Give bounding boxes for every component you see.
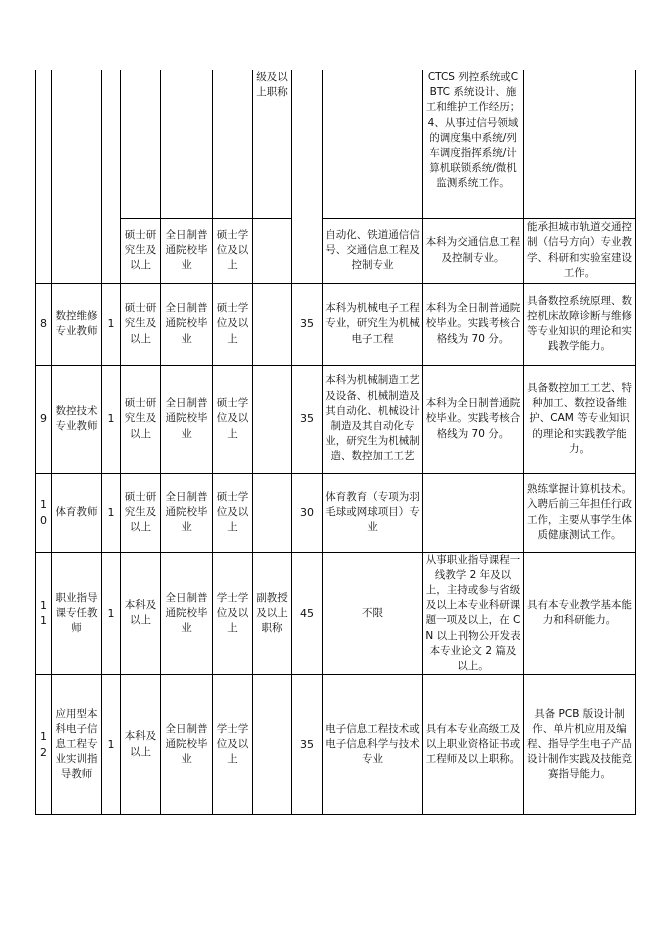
table-row — [36, 365, 636, 473]
cell-position: 应用型本科电子信息工程专业实训指导教师 — [52, 675, 102, 815]
cell-other: 本科为全日制普通院校毕业。实践考核合格线为 70 分。 — [423, 365, 524, 473]
cell-title — [253, 675, 292, 815]
cell-study-form — [161, 70, 213, 218]
cell-count: 1 — [102, 365, 121, 473]
table-row-continuation — [36, 70, 636, 218]
cell-degree: 硕士学位及以上 — [213, 365, 253, 473]
cell-education: 硕士研究生及以上 — [121, 283, 161, 365]
cell-no: 8 — [36, 283, 52, 365]
cell-study-form: 全日制普通院校毕业 — [161, 365, 213, 473]
cell-no: 9 — [36, 365, 52, 473]
table-row — [36, 675, 636, 815]
cell-degree: 硕士学位及以上 — [213, 283, 253, 365]
cell-degree: 学士学位及以上 — [213, 675, 253, 815]
cell-other: 从事职业指导课程一线教学 2 年及以上，主持或参与省级及以上本专业科研课题一项及以上，在 CN 以上刊物公开发表本专业论文 2 篇及以上。 — [423, 552, 524, 675]
cell-study-form: 全日制普通院校毕业 — [161, 473, 213, 552]
cell-title — [253, 473, 292, 552]
cell-major: 体育教育（专项为羽毛球或网球项目）专业 — [323, 473, 423, 552]
cell-age: 35 — [292, 365, 323, 473]
cell-title: 副教授及以上职称 — [253, 552, 292, 675]
cell-title — [253, 283, 292, 365]
cell-degree: 学士学位及以上 — [213, 552, 253, 675]
cell-position — [52, 70, 102, 283]
cell-no: 10 — [36, 473, 52, 552]
cell-degree: 硕士学位及以上 — [213, 473, 253, 552]
cell-ability: 具备数控加工工艺、特种加工、数控设备维护、CAM 等专业知识的理论和实践教学能力。 — [524, 365, 636, 473]
cell-other — [423, 473, 524, 552]
cell-title — [253, 365, 292, 473]
cell-ability: 具有本专业教学基本能力和科研能力。 — [524, 552, 636, 675]
cell-major: 不限 — [323, 552, 423, 675]
cell-major: 本科为机械电子工程专业，研究生为机械电子工程 — [323, 283, 423, 365]
cell-degree: 硕士学位及以上 — [213, 218, 253, 283]
table-row — [36, 552, 636, 675]
cell-education: 硕士研究生及以上 — [121, 218, 161, 283]
cell-education: 本科及以上 — [121, 675, 161, 815]
recruitment-table — [35, 70, 636, 815]
cell-other: 本科为全日制普通院校毕业。实践考核合格线为 70 分。 — [423, 283, 524, 365]
cell-age — [292, 70, 323, 283]
cell-no: 12 — [36, 675, 52, 815]
cell-education: 硕士研究生及以上 — [121, 473, 161, 552]
cell-major — [323, 70, 423, 218]
cell-count: 1 — [102, 552, 121, 675]
cell-other: 具有本专业高级工及以上职业资格证书或工程师及以上职称。 — [423, 675, 524, 815]
cell-age: 35 — [292, 283, 323, 365]
cell-ability: 能承担城市轨道交通控制（信号方向）专业教学、科研和实验室建设工作。 — [524, 218, 636, 283]
cell-education — [121, 70, 161, 218]
cell-no — [36, 70, 52, 283]
cell-count: 1 — [102, 473, 121, 552]
cell-education: 硕士研究生及以上 — [121, 365, 161, 473]
cell-count: 1 — [102, 283, 121, 365]
cell-ability: 具备数控系统原理、数控机床故障诊断与维修等专业知识的理论和实践教学能力。 — [524, 283, 636, 365]
cell-age: 35 — [292, 675, 323, 815]
cell-education: 本科及以上 — [121, 552, 161, 675]
cell-other: CTCS 列控系统或CBTC 系统设计、施工和维护工作经历；4、从事过信号领域的调度集中系统/列车调度指挥系统/计算机联锁系统/微机监测系统工作。 — [423, 70, 524, 218]
cell-count — [102, 70, 121, 283]
cell-title: 级及以上职称 — [253, 70, 292, 218]
cell-position: 数控维修专业教师 — [52, 283, 102, 365]
cell-study-form: 全日制普通院校毕业 — [161, 675, 213, 815]
cell-major: 本科为机械制造工艺及设备、机械制造及其自动化、机械设计制造及其自动化专业，研究生为机械制造、数控加工工艺 — [323, 365, 423, 473]
cell-title — [253, 218, 292, 283]
cell-major: 电子信息工程技术或电子信息科学与技术专业 — [323, 675, 423, 815]
cell-ability: 具备 PCB 版设计制作、单片机应用及编程、指导学生电子产品设计制作实践及技能竞赛指导能力。 — [524, 675, 636, 815]
cell-age: 45 — [292, 552, 323, 675]
table-row — [36, 283, 636, 365]
table-row — [36, 473, 636, 552]
table-row-sub — [36, 218, 636, 283]
cell-position: 职业指导课专任教师 — [52, 552, 102, 675]
cell-age: 30 — [292, 473, 323, 552]
cell-ability: 熟练掌握计算机技术。入聘后前三年担任行政工作，主要从事学生体质健康测试工作。 — [524, 473, 636, 552]
cell-degree — [213, 70, 253, 218]
cell-other: 本科为交通信息工程及控制专业。 — [423, 218, 524, 283]
cell-count: 1 — [102, 675, 121, 815]
cell-study-form: 全日制普通院校毕业 — [161, 283, 213, 365]
cell-study-form: 全日制普通院校毕业 — [161, 218, 213, 283]
cell-position: 数控技术专业教师 — [52, 365, 102, 473]
cell-no: 11 — [36, 552, 52, 675]
cell-ability — [524, 70, 636, 218]
cell-position: 体育教师 — [52, 473, 102, 552]
cell-major: 自动化、铁道通信信号、交通信息工程及控制专业 — [323, 218, 423, 283]
cell-study-form: 全日制普通院校毕业 — [161, 552, 213, 675]
